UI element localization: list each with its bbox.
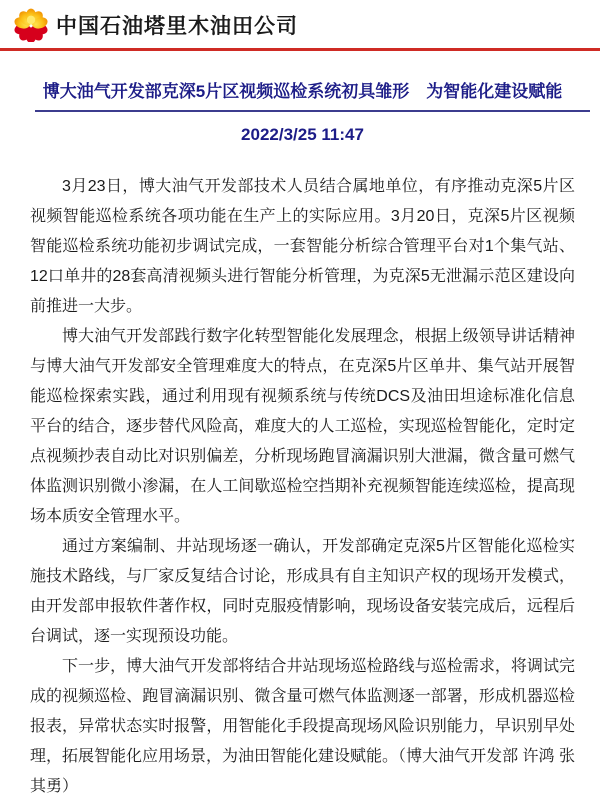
company-name: 中国石油塔里木油田公司 xyxy=(56,15,298,38)
article-paragraph-2: 博大油气开发部践行数字化转型智能化发展理念，根据上级领导讲话精神与博大油气开发部安全管理难度大的特点，在克深5片区单井、集气站开展智能巡检探索实践，通过利用现有视频系统与传统DCS及油田坦途标准化信息平台的结合，逐步替代风险高，难度大的人工巡检，实现巡检智能化，定时定点视频抄表自动比对识别偏差，分析现场跑冒滴漏识别大泄漏，微含量可燃气体监测识别微小渗漏，在人工间歇巡检空挡期补充视频智能连续巡检，提高现场本质安全管理水平。 xyxy=(30,328,575,525)
article-paragraph-1: 3月23日，博大油气开发部技术人员结合属地单位，有序推动克深5片区视频智能巡检系统各项功能在生产上的实际应用。3月20日，克深5片区视频智能巡检系统功能初步调试完成，一套智能分析综合管理平台对1个集气站、12口单井的28套高清视频头进行智能分析管理，为克深5无泄漏示范区建设向前推进一大步。 xyxy=(30,178,575,315)
petrochina-logo-icon xyxy=(14,8,48,42)
article-paragraph-3: 通过方案编制、井站现场逐一确认，开发部确定克深5片区智能化巡检实施技术路线，与厂家反复结合讨论，形成具有自主知识产权的现场开发模式，由开发部申报软件著作权，同时克服疫情影响，现场设备安装完成后，远程后台调试，逐一实现预设功能。 xyxy=(30,538,575,645)
title-divider xyxy=(35,110,590,112)
header-divider xyxy=(0,48,600,51)
site-header xyxy=(0,0,600,48)
article-paragraph-4: 下一步，博大油气开发部将结合井站现场巡检路线与巡检需求，将调试完成的视频巡检、跑冒滴漏识别、微含量可燃气体监测逐一部署，形成机器巡检报表，异常状态实时报警，用智能化手段提高现场风险识别能力，早识别早处理，拓展智能化应用场景，为油田智能化建设赋能。（博大油气开发部 许鸿 张其勇） xyxy=(30,658,575,795)
article-date: 2022/3/25 11:47 xyxy=(241,125,364,144)
article-body xyxy=(30,172,575,800)
article-title: 博大油气开发部克深5片区视频巡检系统初具雏形 为智能化建设赋能 xyxy=(42,82,563,101)
article xyxy=(0,82,600,800)
